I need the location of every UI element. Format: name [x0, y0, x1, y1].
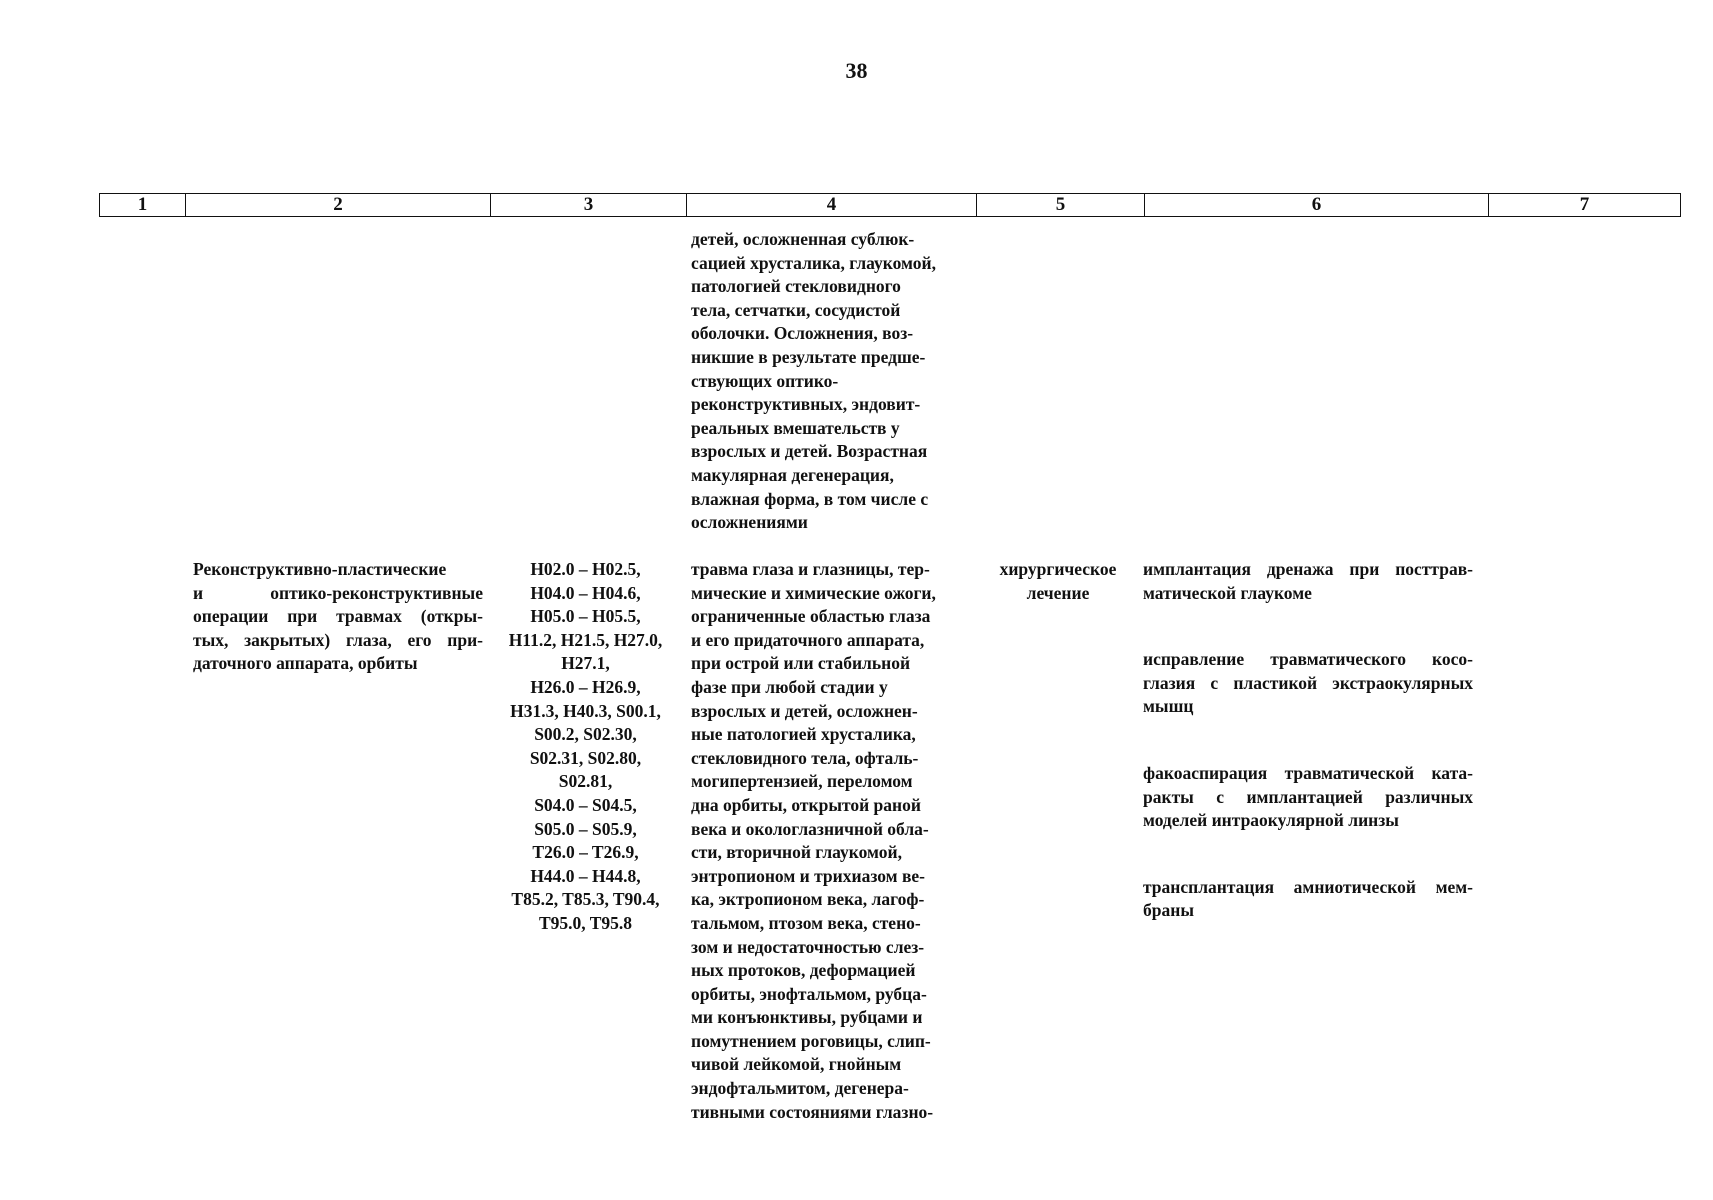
method-item [1143, 876, 1473, 923]
treatment-methods-cell [1143, 558, 1473, 923]
text-line: хирургическое [999, 559, 1117, 579]
text-line: S00.2, S02.30, [534, 724, 637, 745]
text-line: T95.0, T95.8 [538, 912, 633, 933]
text-line: детей, осложненная сублюк- [691, 229, 915, 249]
text-line: ка, эктропионом века, лагоф- [691, 889, 925, 910]
column-header-7: 7 [1579, 194, 1590, 215]
text-line: ных протоков, деформацией [691, 960, 916, 981]
text-line: T26.0 – T26.9, [532, 842, 639, 863]
text-line: H11.2, H21.5, H27.0, [508, 629, 663, 650]
text-line: века и окологлазничной обла- [691, 818, 929, 839]
text-line: тых, закрытых) глаза, его при- [193, 629, 483, 650]
text-line: фазе при любой стадии у [691, 676, 888, 697]
indication-cell [691, 558, 981, 1124]
text-line: орбиты, энофтальмом, рубца- [691, 983, 927, 1004]
text-line: могипертензией, переломом [691, 771, 913, 792]
table-header-row [99, 193, 1681, 217]
text-line: S02.81, [558, 771, 613, 792]
text-line: взрослых и детей, осложнен- [691, 700, 918, 721]
text-line: дна орбиты, открытой раной [691, 794, 921, 815]
column-header-6: 6 [1145, 194, 1489, 216]
text-line: зом и недостаточностью слез- [691, 936, 925, 957]
text-line: сацией хрусталика, глаукомой, [691, 252, 936, 273]
text-line: глазия с пластикой экстраокулярных [1143, 672, 1473, 693]
indication-continuation-cell [691, 228, 981, 535]
text-line: ограниченные областью глаза [691, 606, 931, 627]
text-line: мические и химические ожоги, [691, 582, 936, 603]
column-header-4: 4 [687, 194, 977, 216]
text-line: H27.1, [561, 653, 610, 674]
text-line: энтропионом и трихиазом ве- [691, 865, 926, 886]
text-line: трансплантация амниотической мем- [1143, 876, 1473, 897]
text-line: чивой лейкомой, гнойным [691, 1054, 902, 1075]
column-header-3: 3 [491, 194, 687, 216]
text-line: осложнениями [691, 512, 808, 533]
text-line: никшие в результате предше- [691, 346, 926, 367]
text-line: S05.0 – S05.9, [534, 818, 637, 839]
text-line: H31.3, H40.3, S00.1, [510, 700, 661, 721]
method-item [1143, 648, 1473, 719]
text-line: и оптико-реконструктивные [193, 582, 483, 603]
operation-name-cell [193, 558, 483, 676]
icd-codes-cell [493, 558, 678, 936]
text-line: оболочки. Осложнения, воз- [691, 323, 914, 344]
text-line: H26.0 – H26.9, [530, 676, 641, 697]
text-line: при острой или стабильной [691, 653, 911, 674]
text-line: T85.2, T85.3, T90.4, [511, 889, 660, 910]
text-line: H05.0 – H05.5, [530, 606, 641, 627]
text-line: H02.0 – H02.5, [530, 559, 641, 579]
text-line: взрослых и детей. Возрастная [691, 441, 928, 462]
text-line: реконструктивных, эндовит- [691, 394, 921, 415]
text-line: лечение [1026, 582, 1090, 603]
text-line: сти, вторичной глаукомой, [691, 842, 902, 863]
text-line: тивными состояниями глазно- [691, 1101, 934, 1122]
text-line: ствующих оптико- [691, 370, 839, 391]
column-header-1: 1 [100, 194, 186, 216]
text-line: ракты с имплантацией различных [1143, 786, 1473, 807]
text-line: эндофтальмитом, дегенера- [691, 1078, 909, 1099]
page-number: 38 [845, 58, 868, 83]
text-line: стекловидного тела, офталь- [691, 747, 919, 768]
text-line: S02.31, S02.80, [529, 747, 642, 768]
text-line: помутнением роговицы, слип- [691, 1030, 931, 1051]
text-line: S04.0 – S04.5, [534, 794, 637, 815]
text-line: травма глаза и глазницы, тер- [691, 559, 930, 579]
text-line: ные патологией хрусталика, [691, 724, 916, 745]
text-line: макулярная дегенерация, [691, 464, 894, 485]
text-line: исправление травматического косо- [1143, 649, 1473, 670]
text-line: ми конъюнктивы, рубцами и [691, 1007, 923, 1028]
text-line: Реконструктивно-пластические [193, 559, 447, 579]
column-header-5: 5 [977, 194, 1145, 216]
text-line: патологией стекловидного [691, 276, 901, 297]
column-header-2: 2 [186, 194, 491, 216]
text-line: операции при травмах (откры- [193, 606, 483, 627]
text-line: мышц [1143, 696, 1194, 717]
text-line: влажная форма, в том числе с [691, 488, 929, 509]
text-line: реальных вмешательств у [691, 417, 900, 438]
text-line: тела, сетчатки, сосудистой [691, 299, 901, 320]
text-line: H44.0 – H44.8, [530, 865, 641, 886]
text-line: факоаспирация травматической ката- [1143, 762, 1473, 783]
method-item [1143, 762, 1473, 833]
text-line: H04.0 – H04.6, [530, 582, 641, 603]
text-line: матической глаукоме [1143, 582, 1312, 603]
text-line: и его придаточного аппарата, [691, 629, 925, 650]
text-line: моделей интраокулярной линзы [1143, 810, 1399, 831]
text-line: даточного аппарата, орбиты [193, 653, 418, 674]
text-line: тальмом, птозом века, стено- [691, 912, 921, 933]
method-item [1143, 558, 1473, 605]
treatment-type-cell [985, 558, 1131, 605]
text-line: браны [1143, 900, 1194, 921]
text-line: имплантация дренажа при посттрав- [1143, 559, 1473, 579]
